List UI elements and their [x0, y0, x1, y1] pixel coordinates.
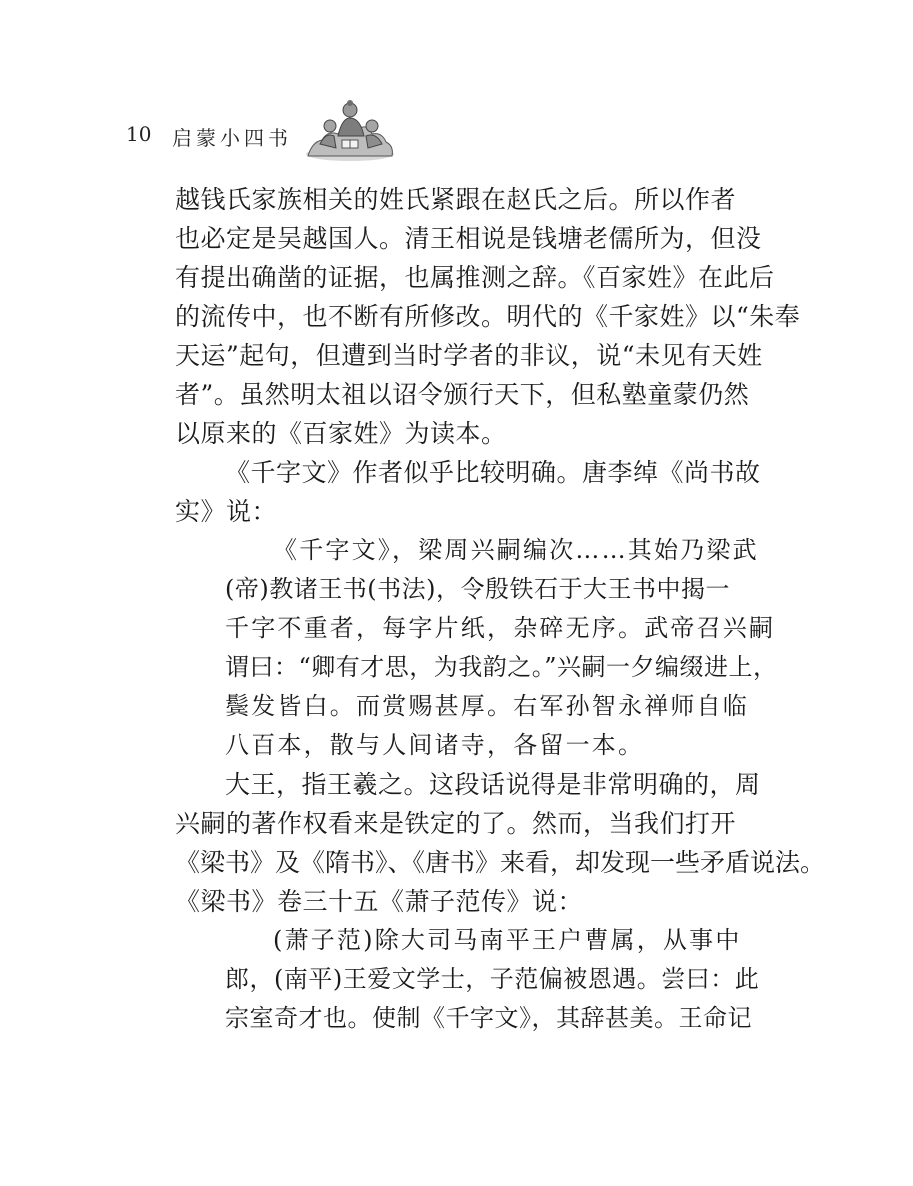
text-line: 也必定是吴越国人。清王相说是钱塘老儒所为，但没 [175, 224, 762, 253]
page-header [126, 108, 426, 168]
text-line: 兴嗣的著作权看来是铁定的了。然而，当我们打开 [175, 809, 737, 838]
quotation-xiao-zifan [175, 921, 760, 1038]
text-line: 以原来的《百家姓》为读本。 [175, 419, 507, 448]
quote-line: (萧子范)除大司马南平王户曹属，从事中 [273, 926, 742, 954]
text-line: 实》说： [175, 497, 278, 526]
running-title: 启蒙小四书 [172, 126, 292, 150]
page-number: 10 [126, 122, 152, 146]
text-line: 大王，指王羲之。这段话说得是非常明确的，周 [225, 770, 761, 799]
quote-line: 谓曰：“卿有才思，为我韵之。”兴嗣一夕编缀进上， [225, 653, 778, 681]
text-line: 天运”起句，但遭到当时学者的非议，说“未见有天姓 [175, 341, 763, 370]
children-reading-illustration [302, 96, 398, 162]
quote-line: 《千字文》，梁周兴嗣编次……其始乃梁武 [273, 536, 759, 564]
quote-line: 八百本，散与人间诸寺，各留一本。 [225, 731, 645, 759]
text-line: 《梁书》及《隋书》、《唐书》来看，却发现一些矛盾说法。 [175, 848, 826, 877]
quote-line: 千字不重者，每字片纸，杂碎无序。武帝召兴嗣 [225, 614, 776, 642]
paragraph-liangshu [175, 765, 826, 921]
text-line: 的流传中，也不断有所修改。明代的《千家姓》以“朱奉 [175, 302, 801, 331]
quotation-shangshu-gushi [175, 531, 778, 765]
paragraph-qianziwen-author [175, 453, 761, 531]
text-line: 越钱氏家族相关的姓氏紧跟在赵氏之后。所以作者 [175, 185, 737, 214]
quote-line: 鬓发皆白。而赏赐甚厚。右军孙智永禅师自临 [225, 692, 749, 720]
text-line: 《千字文》作者似乎比较明确。唐李绰《尚书故 [225, 458, 761, 487]
quote-line: (帝)教诸王书(书法)，令殷铁石于大王书中揭一 [225, 575, 730, 603]
page-body [175, 180, 826, 1038]
text-line: 有提出确凿的证据，也属推测之辞。《百家姓》在此后 [175, 263, 775, 292]
text-line: 者”。虽然明太祖以诏令颁行天下，但私塾童蒙仍然 [175, 380, 750, 409]
paragraph-baijiaxing [175, 180, 801, 453]
text-line: 《梁书》卷三十五《萧子范传》说： [175, 887, 584, 916]
quote-line: 郎，(南平)王爱文学士，子范偏被恩遇。尝曰：此 [225, 965, 760, 993]
quote-line: 宗室奇才也。使制《千字文》，其辞甚美。王命记 [225, 1004, 752, 1032]
